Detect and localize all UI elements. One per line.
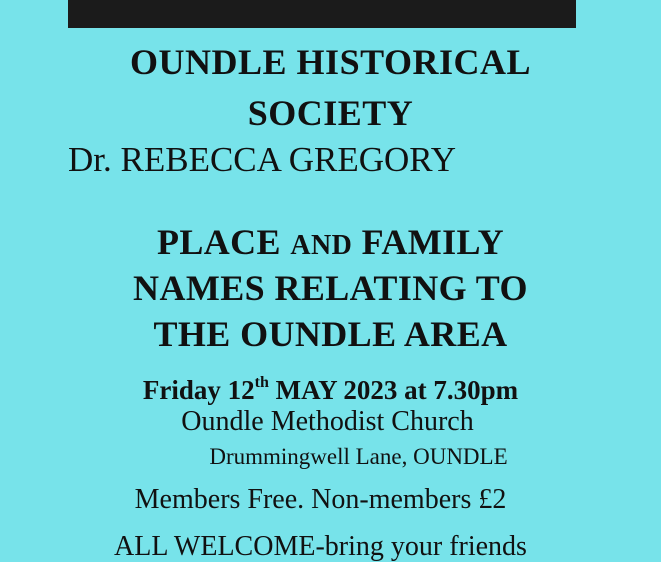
talk-title-line-3: THE OUNDLE AREA [153, 314, 508, 354]
welcome-message: ALL WELCOME-bring your friends [114, 531, 527, 562]
admission-price: Members Free. Non-members £2 [134, 484, 507, 515]
event-address: Drummingwell Lane, OUNDLE [209, 444, 508, 469]
event-date-time: MAY 2023 at 7.30pm [268, 375, 519, 405]
society-name-line-2: SOCIETY [247, 93, 414, 133]
speaker-name: Dr. REBECCA GREGORY [68, 140, 456, 179]
society-name-line-1: OUNDLE HISTORICAL [130, 42, 531, 82]
event-venue: Oundle Methodist Church [181, 406, 474, 437]
talk-title-word-place: PLACE [156, 222, 281, 262]
event-date-day: Friday 12 [142, 375, 255, 405]
talk-title-line-2: NAMES RELATING TO [133, 268, 528, 308]
talk-title-word-family: FAMILY [361, 222, 505, 262]
talk-title-word-and: AND [290, 230, 353, 261]
event-date [0, 374, 661, 405]
event-date-suffix: th [254, 374, 269, 391]
top-header-band [68, 0, 576, 28]
talk-title-line-1 [0, 224, 661, 260]
